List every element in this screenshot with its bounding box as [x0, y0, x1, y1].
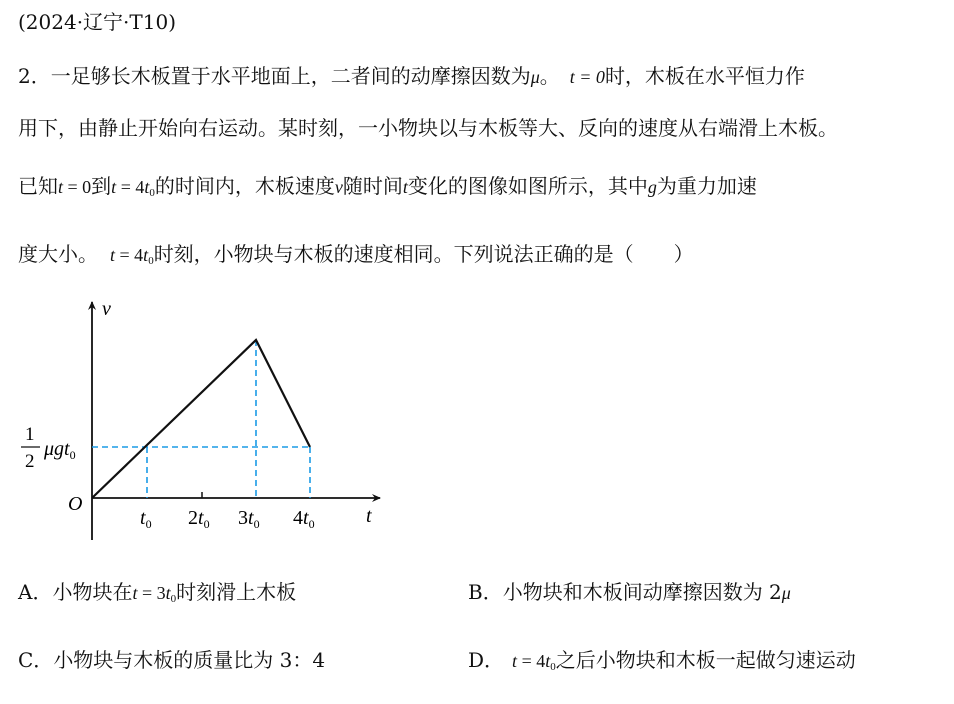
- option-c[interactable]: [18, 646, 325, 674]
- option-a-text: 小物块在: [52, 580, 133, 604]
- formula-t: t: [58, 177, 64, 197]
- formula-eq4: = 4: [116, 177, 145, 197]
- origin-label: O: [68, 493, 83, 515]
- question-text: 。: [539, 64, 560, 88]
- svg-text:2: 2: [25, 451, 35, 472]
- formula-t: t: [132, 583, 138, 603]
- option-b-label: B．: [468, 580, 503, 604]
- formula-t-eq-0: t = 0: [569, 67, 605, 87]
- t-axis-label: t: [366, 505, 372, 527]
- svg-text:μgt0: μgt$_0$: [44, 438, 76, 462]
- option-a[interactable]: [18, 578, 296, 613]
- formula-eq4: = 4: [115, 245, 144, 265]
- svg-text:1: 1: [25, 424, 35, 445]
- question-line-1: [18, 62, 805, 91]
- option-a-text: 时刻滑上木板: [176, 580, 297, 604]
- source-tag: (2024·辽宁·T10): [18, 10, 177, 34]
- question-line-3: [18, 172, 757, 207]
- v-axis-label: v: [102, 298, 111, 320]
- tick-label-3t0: $3t_0$: [238, 507, 260, 531]
- formula-eq3: = 3: [137, 583, 166, 603]
- formula-t0: $t_0$: [143, 245, 154, 267]
- mu-symbol: μ: [530, 67, 540, 87]
- board-velocity-line: [92, 340, 310, 498]
- question-text: 随时间: [342, 174, 403, 198]
- mu-symbol: μ: [781, 583, 791, 603]
- question-line-4: [18, 240, 694, 275]
- option-d-label: D．: [468, 648, 505, 672]
- tick-label-t0: $t_0$: [140, 507, 152, 531]
- question-text: 时，木板在水平恒力作: [604, 64, 805, 88]
- formula-t: t: [110, 245, 116, 265]
- question-line-2: 用下，由静止开始向右运动。某时刻，一小物块以与木板等大、反向的速度从右端滑上木板。: [18, 116, 838, 140]
- var-v: v: [334, 177, 343, 197]
- formula-eq4: = 4: [517, 651, 546, 671]
- question-text: 时刻，小物块与木板的速度相同。下列说法正确的是（ ）: [153, 242, 694, 266]
- formula-t: t: [512, 651, 518, 671]
- formula-t: t: [111, 177, 117, 197]
- formula-t0: $t_0$: [144, 177, 155, 199]
- option-b[interactable]: [468, 578, 791, 607]
- option-d-text: 之后小物块和木板一起做匀速运动: [555, 648, 856, 672]
- question-text: 已知: [18, 174, 58, 198]
- question-text: 一足够长木板置于水平地面上，二者间的动摩擦因数为: [50, 64, 531, 88]
- formula-t0: $t_0$: [165, 583, 177, 605]
- question-text: 到: [91, 174, 112, 198]
- formula-eq0: = 0: [63, 177, 92, 197]
- tick-label-2t0: $2t_0$: [188, 507, 210, 531]
- option-b-text: 小物块和木板间动摩擦因数为 2: [502, 580, 782, 604]
- question-text: 的时间内，木板速度: [154, 174, 335, 198]
- velocity-time-graph: [0, 290, 400, 550]
- y-label-half-mugt0: [21, 424, 76, 472]
- var-g: g: [647, 177, 657, 197]
- var-t: t: [402, 177, 408, 197]
- tick-label-4t0: $4t_0$: [293, 507, 315, 531]
- question-text: 为重力加速: [656, 174, 757, 198]
- formula-t0: $t_0$: [545, 651, 556, 673]
- option-a-label: A．: [18, 580, 53, 604]
- question-number: 2．: [18, 64, 51, 88]
- option-d[interactable]: [468, 646, 856, 681]
- option-c-label: C．: [18, 648, 54, 672]
- question-text: 度大小。: [18, 242, 98, 266]
- option-c-text: 小物块与木板的质量比为 3：4: [53, 648, 326, 672]
- question-text: 变化的图像如图所示，其中: [407, 174, 648, 198]
